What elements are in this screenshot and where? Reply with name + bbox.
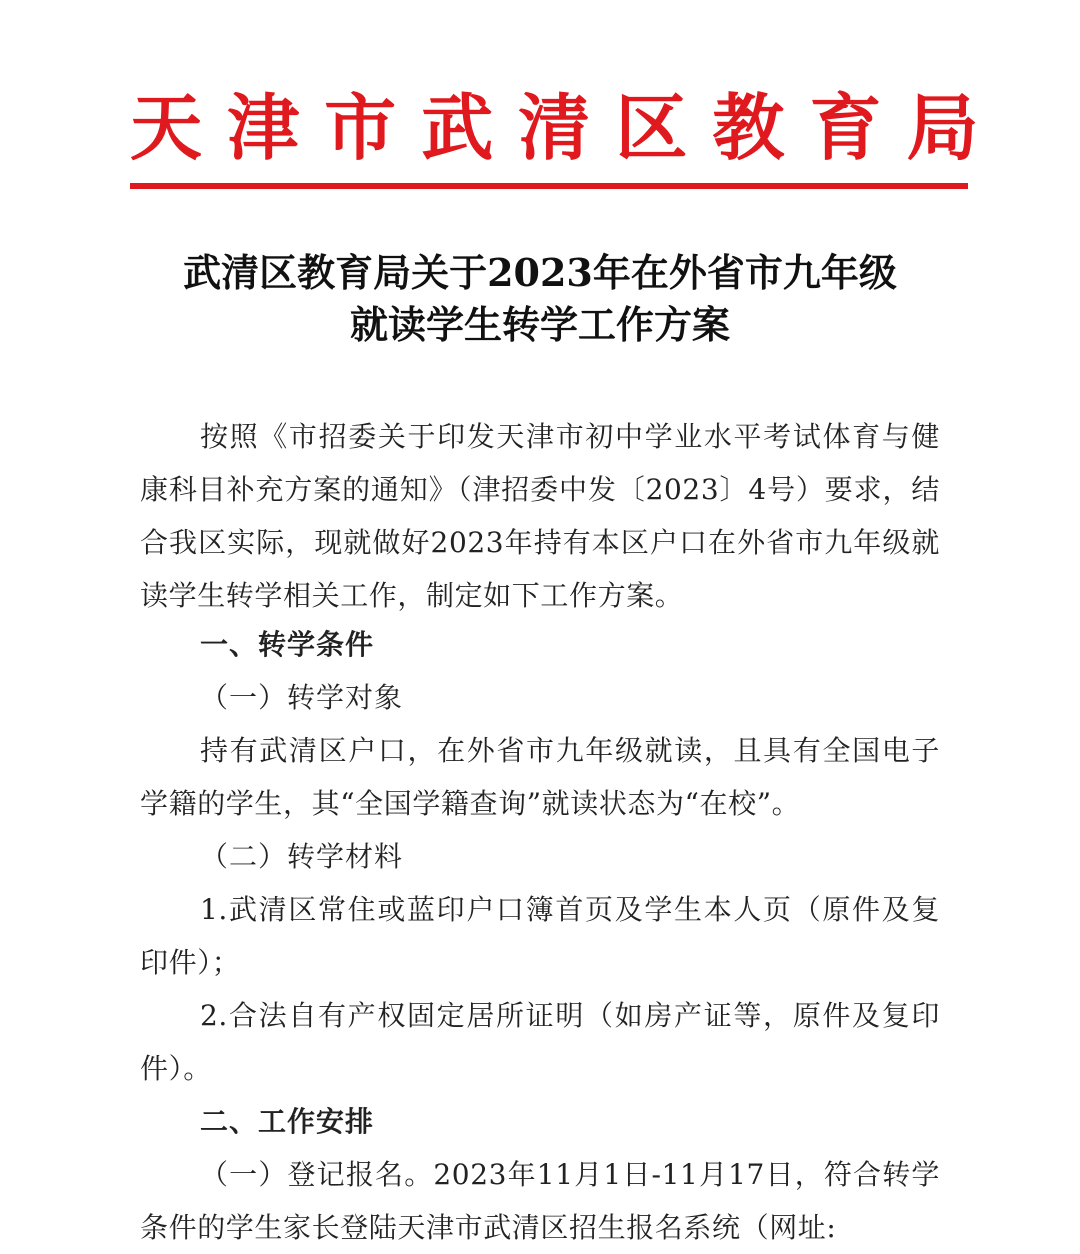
section-2-sub-1-paragraph: （一）登记报名。2023年11月1日-11月17日，符合转学条件的学生家长登陆天津市武清区招生报名系统（网址: bbox=[140, 1158, 940, 1244]
material-item-2: 2.合法自有产权固定居所证明（如房产证等，原件及复印件）。 bbox=[140, 999, 940, 1085]
section-1-sub-1-heading: （一）转学对象 bbox=[200, 681, 404, 714]
material-item-1: 1.武清区常住或蓝印户口簿首页及学生本人页（原件及复印件）； bbox=[140, 893, 940, 979]
red-divider-rule bbox=[130, 183, 968, 189]
section-1-heading: 一、转学条件 bbox=[200, 628, 375, 661]
section-1-sub-1-paragraph: 持有武清区户口，在外省市九年级就读，且具有全国电子学籍的学生，其“全国学籍查询”就读状态为“在校”。 bbox=[140, 734, 940, 820]
intro-paragraph: 按照《市招委关于印发天津市初中学业水平考试体育与健康科目补充方案的通知》（津招委中发〔2023〕4号）要求，结合我区实际，现就做好2023年持有本区户口在外省市九年级就读学生转学相关工作，制定如下工作方案。 bbox=[140, 420, 940, 612]
document-title-line-1: 武清区教育局关于2023年在外省市九年级 bbox=[183, 250, 897, 295]
section-1-sub-2-heading: （二）转学材料 bbox=[200, 840, 404, 873]
document-title-line-2: 就读学生转学工作方案 bbox=[349, 302, 730, 347]
masthead-title: 天 津 市 武 清 区 教 育 局 bbox=[130, 85, 979, 170]
section-2-heading: 二、工作安排 bbox=[200, 1105, 375, 1138]
